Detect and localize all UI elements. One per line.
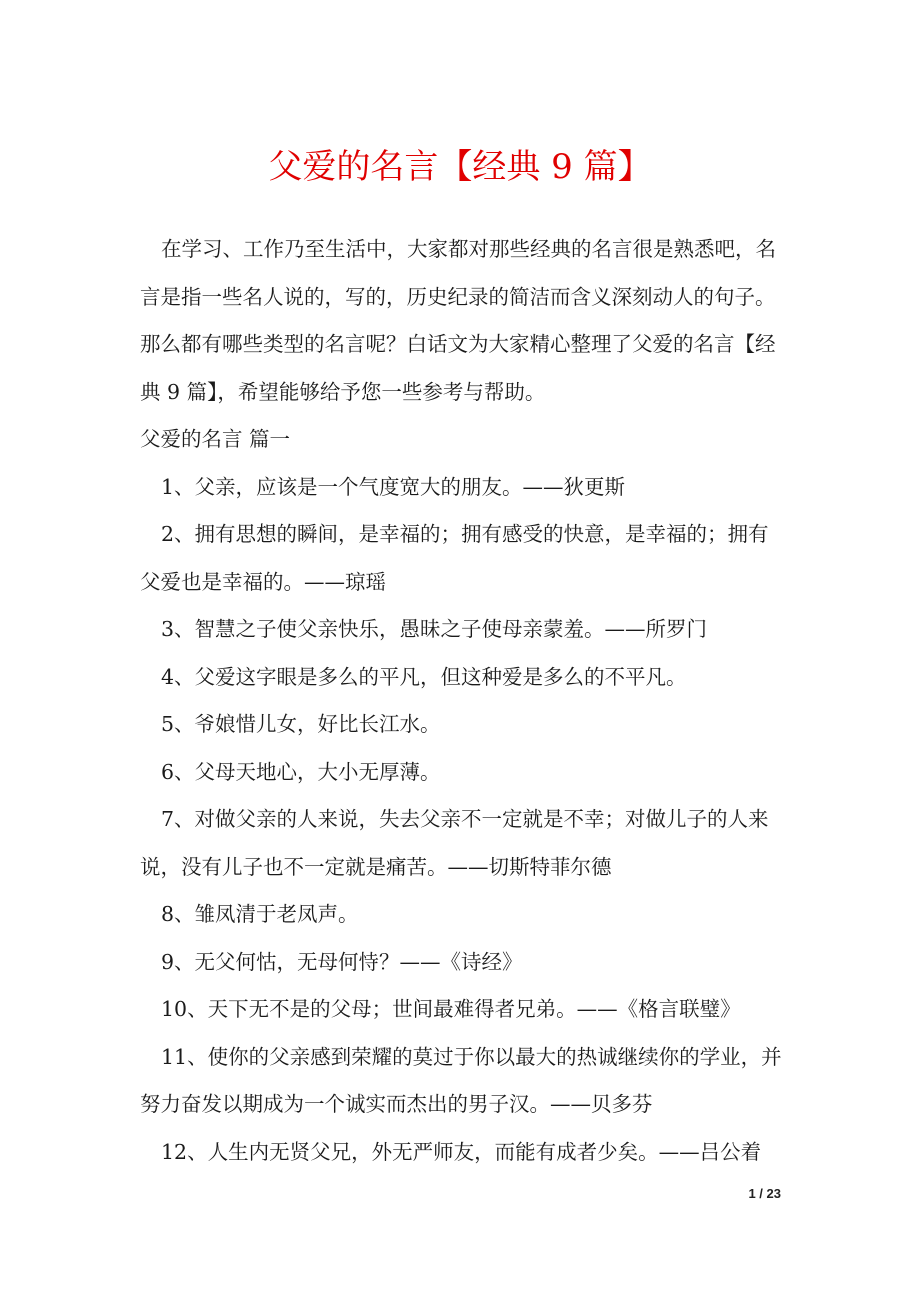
quote-item: 11、使你的父亲感到荣耀的莫过于你以最大的热诚继续你的学业，并努力奋发以期成为一个诚实而杰出的男子汉。——贝多芬 [140, 1044, 782, 1116]
quote-item: 1、父亲，应该是一个气度宽大的朋友。——狄更斯 [161, 474, 626, 499]
page-number: 1 / 23 [748, 1186, 781, 1201]
quote-item: 9、无父何怙，无母何恃？——《诗经》 [161, 949, 523, 974]
quote-item: 4、父爱这字眼是多么的平凡，但这种爱是多么的不平凡。 [161, 664, 687, 689]
quote-item: 3、智慧之子使父亲快乐，愚昧之子使母亲蒙羞。——所罗门 [161, 617, 708, 641]
section-heading: 父爱的名言 篇一 [140, 427, 291, 451]
document-title: 父爱的名言【经典 9 篇】 [268, 147, 652, 187]
quote-item: 5、爷娘惜儿女，好比长江水。 [161, 712, 441, 736]
quote-item: 8、雏凤清于老凤声。 [161, 902, 359, 926]
quote-item: 7、对做父亲的人来说，失去父亲不一定就是不幸；对做儿子的人来说，没有儿子也不一定就是痛苦。——切斯特菲尔德 [140, 807, 769, 879]
quote-item: 12、人生内无贤父兄，外无严师友，而能有成者少矣。——吕公着 [161, 1139, 762, 1164]
document-body [140, 226, 782, 1176]
intro-paragraph: 在学习、工作乃至生活中，大家都对那些经典的名言很是熟悉吧，名言是指一些名人说的，写的，历史纪录的简洁而含义深刻动人的句子。那么都有哪些类型的名言呢？白话文为大家精心整理了父爱的名言【经典 9 篇】，希望能够给予您一些参考与帮助。 [140, 237, 776, 404]
quote-item: 2、拥有思想的瞬间，是幸福的；拥有感受的快意，是幸福的；拥有父爱也是幸福的。——琼瑶 [140, 522, 769, 594]
quote-item: 10、天下无不是的父母；世间最难得者兄弟。——《格言联璧》 [161, 997, 741, 1021]
quote-item: 6、父母天地心，大小无厚薄。 [161, 759, 441, 784]
